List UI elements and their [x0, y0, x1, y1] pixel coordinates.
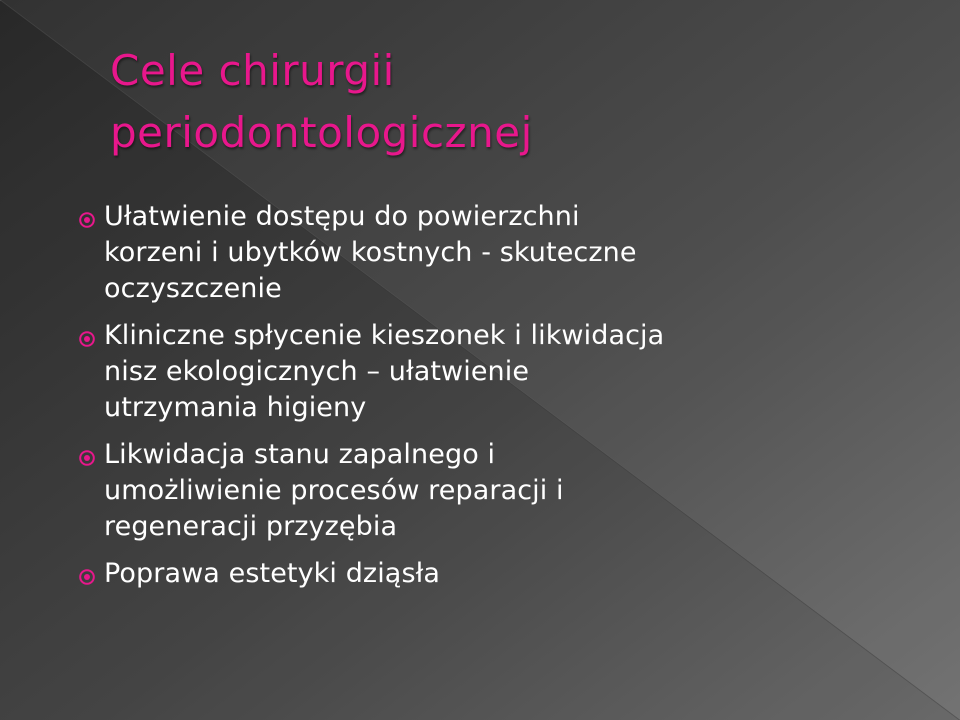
circled-dot-bullet-icon: [78, 330, 96, 348]
slide-title-line: Cele chirurgii: [110, 46, 395, 95]
bullet-text-line: Poprawa estetyki dziąsła: [104, 558, 441, 589]
slide-title-line: periodontologicznej: [110, 108, 533, 157]
bullet-item: [78, 199, 898, 307]
circled-dot-bullet-icon: [78, 449, 96, 467]
bullet-text-line: Likwidacja stanu zapalnego i: [104, 439, 496, 470]
bullet-list: [78, 199, 898, 603]
bullet-item: [78, 437, 898, 545]
circled-dot-bullet-icon: [78, 211, 96, 229]
bullet-text-line: regeneracji przyzębia: [104, 511, 398, 542]
circled-dot-bullet-icon: [78, 568, 96, 586]
slide-title: [110, 40, 910, 164]
bullet-text-line: Kliniczne spłycenie kieszonek i likwidacja: [104, 320, 665, 351]
bullet-text-line: korzeni i ubytków kostnych - skuteczne: [104, 237, 637, 268]
bullet-text-line: utrzymania higieny: [104, 392, 367, 423]
bullet-text-line: nisz ekologicznych – ułatwienie: [104, 356, 530, 387]
bullet-text-line: Ułatwienie dostępu do powierzchni: [104, 201, 580, 232]
bullet-item: [78, 556, 898, 592]
bullet-item: [78, 318, 898, 426]
bullet-text-line: oczyszczenie: [104, 273, 282, 304]
bullet-text-line: umożliwienie procesów reparacji i: [104, 475, 564, 506]
